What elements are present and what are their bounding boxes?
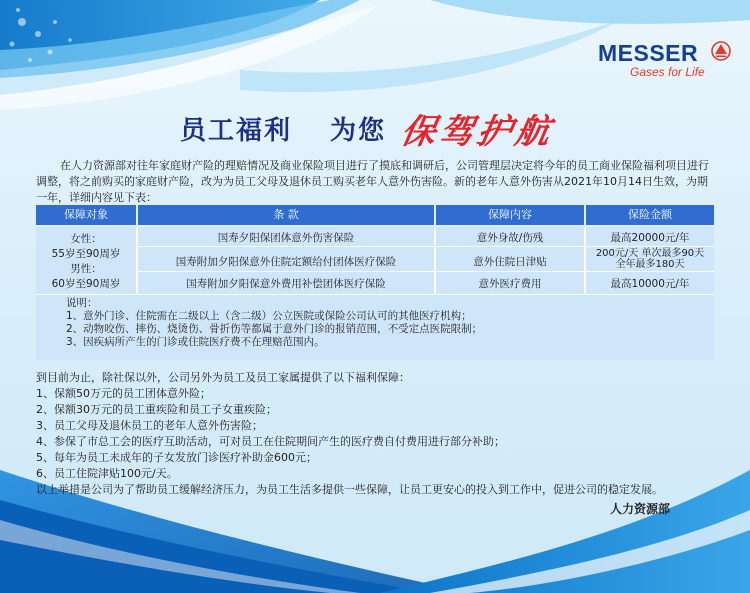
page-title	[0, 104, 750, 150]
intro-paragraph: 在人力资源部对往年家庭财产险的理赔情况及商业保险项目进行了摸底和调研后，公司管理层决定将今年的员工商业保险福利项目进行调整，将之前购买的家庭财产险，改为为员工父母及退休员工购买老年人意外伤害险。新的老年人意外伤害从2021年10月14日生效，为期一年，详细内容见下表：	[36, 159, 709, 204]
subject-line: 60岁至90周岁	[51, 278, 121, 290]
row2-clause: 国寿附加夕阳保意外住院定额给付团体医疗保险	[175, 256, 397, 268]
subject-line: 男性：	[70, 263, 102, 275]
subject-line: 55岁至90周岁	[51, 248, 121, 260]
messer-diamond-icon	[711, 41, 731, 61]
benefit-item: 6、员工住院津贴100元/天。	[36, 467, 178, 480]
title-part1: 员工福利	[180, 116, 293, 146]
row1-amount: 最高20000元/年	[610, 232, 690, 244]
benefit-item: 1、保额50万元的员工团体意外险；	[36, 387, 211, 400]
row2-amount-line2: 全年最多180天	[615, 259, 685, 270]
benefit-item: 5、每年为员工未成年的子女发放门诊医疗补助金600元；	[36, 451, 317, 464]
table-notes	[66, 297, 706, 349]
messer-logo	[598, 38, 748, 88]
logo-tagline: Gases for Life	[630, 65, 705, 79]
row2-content: 意外住院日津贴	[473, 256, 547, 268]
benefits-lead: 到目前为止，除社保以外，公司另外为员工及员工家属提供了以下福利保障：	[36, 371, 410, 384]
row2-amount-line1: 200元/天 单次最多90天	[595, 248, 705, 259]
row2-amount	[586, 248, 714, 270]
signature: 人力资源部	[610, 502, 671, 516]
title-script: 保驾护航	[397, 112, 557, 152]
grid-line	[36, 294, 714, 295]
row1-content: 意外身故/伤残	[476, 232, 544, 244]
benefit-item: 4、参保了市总工会的医疗互助活动，可对员工在住院期间产生的医疗费自付费用进行部分补助；	[36, 435, 505, 448]
benefits-closing: 以上举措是公司为了帮助员工缓解经济压力，为员工生活多提供一些保障，让员工更安心的投入到工作中，促进公司的稳定发展。	[36, 483, 663, 496]
header-clause: 条 款	[138, 205, 434, 225]
row3-content: 意外医疗费用	[478, 278, 542, 290]
subject-cell	[36, 232, 136, 292]
row3-amount: 最高10000元/年	[610, 278, 690, 290]
header-amount: 保险金额	[586, 205, 714, 225]
benefit-table	[36, 205, 714, 360]
note-item: 2、动物咬伤、摔伤、烧烫伤、骨折伤等都属于意外门诊的报销范围，不受定点医院限制；	[66, 323, 483, 335]
grid-line	[138, 271, 714, 272]
notes-title: 说明：	[66, 297, 98, 309]
title-part2: 为您	[330, 116, 387, 146]
grid-line	[138, 246, 714, 247]
row3-clause: 国寿附加夕阳保意外费用补偿团体医疗保险	[186, 278, 386, 290]
benefits-list	[36, 370, 726, 498]
subject-line: 女性：	[70, 233, 102, 245]
logo-wordmark: MESSER	[598, 40, 699, 66]
row1-clause: 国寿夕阳保团体意外伤害保险	[217, 232, 355, 244]
header-subject: 保障对象	[36, 205, 136, 225]
benefit-item: 3、员工父母及退休员工的老年人意外伤害险；	[36, 419, 263, 432]
benefit-item: 2、保额30万元的员工重疾险和员工子女重疾险；	[36, 403, 277, 416]
note-item: 3、因疾病所产生的门诊或住院医疗费不在理赔范围内。	[66, 336, 325, 348]
note-item: 1、意外门诊、住院需在二级以上（含二级）公立医院或保险公司认可的其他医疗机构；	[66, 310, 472, 322]
header-content: 保障内容	[436, 205, 584, 225]
